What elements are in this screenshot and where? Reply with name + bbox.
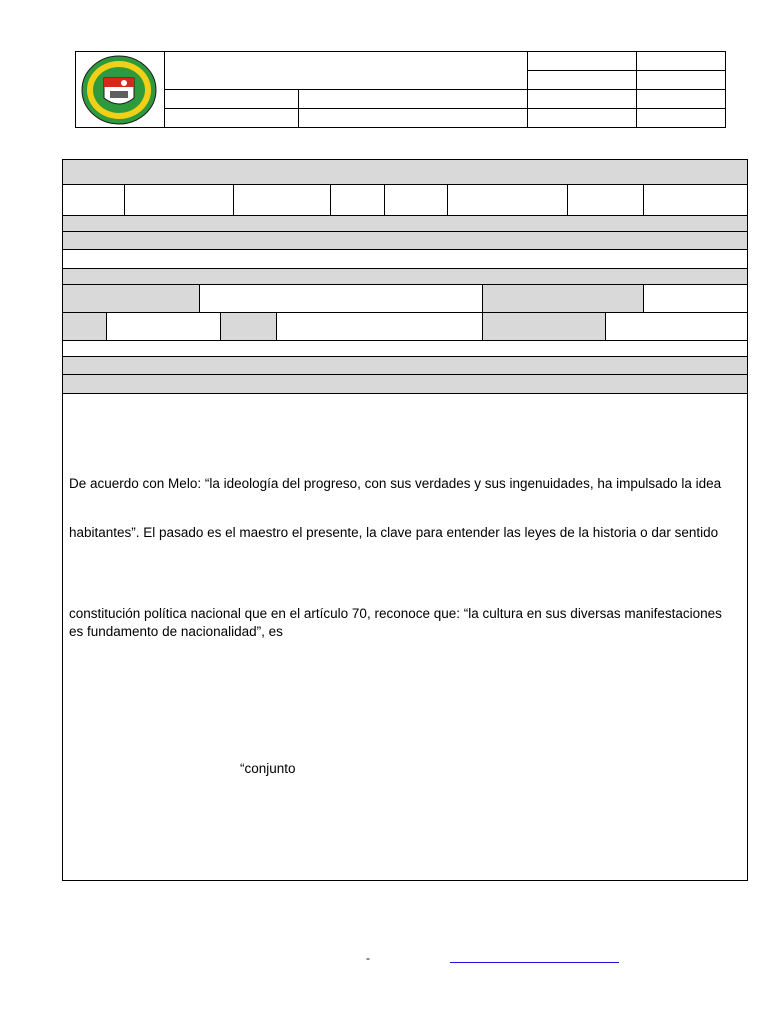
form-line <box>62 340 748 341</box>
header-col-line-2 <box>527 51 528 128</box>
form-title-row <box>63 160 747 184</box>
header-row-line-1 <box>527 70 726 71</box>
form-col <box>276 312 277 340</box>
header-row-line-2 <box>164 89 726 90</box>
form-gray-row <box>63 232 747 249</box>
form-gray-cell <box>63 313 106 340</box>
form-gray-row <box>63 216 747 231</box>
form-gray-cell <box>63 285 199 312</box>
form-line <box>62 393 748 394</box>
paragraph-constitucion-line-2: es fundamento de nacionalidad”, es <box>69 624 283 639</box>
header-col-line-3 <box>636 51 637 128</box>
footer-dash: - <box>366 951 370 965</box>
form-gray-cell <box>483 285 643 312</box>
form-col <box>330 184 331 215</box>
form-col <box>643 284 644 312</box>
form-col <box>447 184 448 215</box>
form-gray-row <box>63 375 747 393</box>
form-col <box>643 184 644 215</box>
footer-link[interactable] <box>450 962 619 963</box>
paragraph-melo: De acuerdo con Melo: “la ideología del progreso, con sus verdades y sus ingenuidades, ha impulsado la idea <box>69 476 722 491</box>
form-col <box>567 184 568 215</box>
form-col <box>220 312 221 340</box>
header-col-line-1 <box>298 89 299 128</box>
form-col <box>384 184 385 215</box>
form-col <box>233 184 234 215</box>
form-col <box>199 284 200 312</box>
form-col <box>124 184 125 215</box>
form-gray-cell <box>221 313 276 340</box>
form-gray-cell <box>483 313 605 340</box>
paragraph-pasado: habitantes”. El pasado es el maestro el presente, la clave para entender las leyes de la historia o dar sentido <box>69 525 719 540</box>
form-line <box>62 184 748 185</box>
form-gray-row <box>63 357 747 374</box>
school-crest-logo <box>80 54 158 126</box>
form-col <box>605 312 606 340</box>
header-row-line-3 <box>164 108 726 109</box>
crest-icon <box>80 54 158 126</box>
form-gray-row <box>63 269 747 284</box>
form-line <box>62 312 748 313</box>
form-line <box>62 249 748 250</box>
fragment-conjunto: “conjunto <box>240 761 296 776</box>
paragraph-constitucion-line-1: constitución política nacional que en el artículo 70, reconoce que: “la cultura en sus diversas manifestaciones <box>69 606 722 621</box>
form-col <box>106 312 107 340</box>
